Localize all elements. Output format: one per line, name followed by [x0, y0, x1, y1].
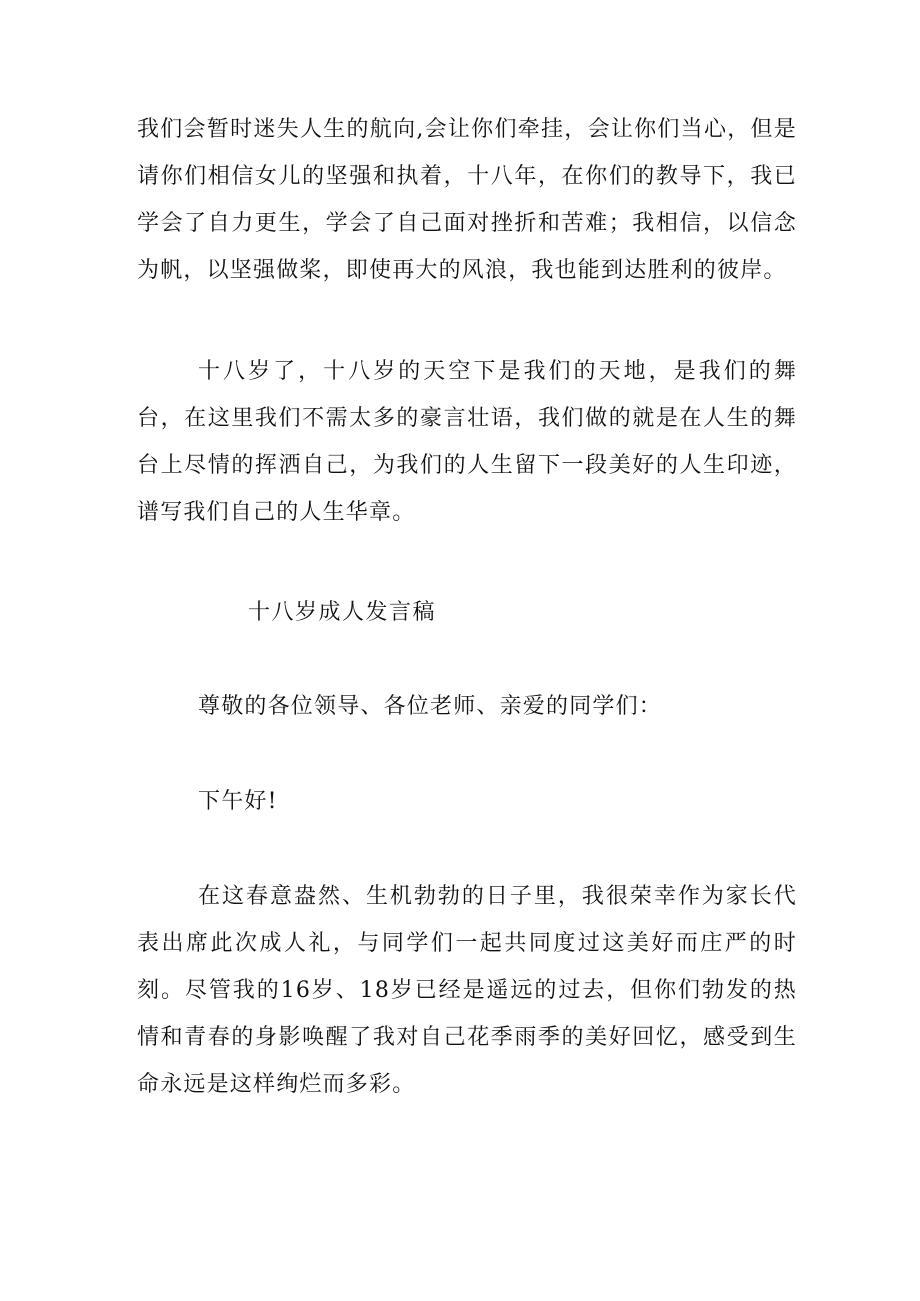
paragraph-eighteen: 十八岁了，十八岁的天空下是我们的天地，是我们的舞台，在这里我们不需太多的豪言壮语，我们做的就是在人生的舞台上尽情的挥洒自己，为我们的人生留下一段美好的人生印迹，谱写我们自己的人生华章。 — [137, 359, 797, 525]
paragraph-continuation: 我们会暂时迷失人生的航向,会让你们牵挂，会让你们当心，但是请你们相信女儿的坚强和执着，十八年，在你们的教导下，我已学会了自力更生，学会了自己面对挫折和苦难；我相信，以信念为帆，以坚强做桨，即使再大的风浪，我也能到达胜利的彼岸。 — [137, 117, 797, 283]
greeting-line: 尊敬的各位领导、各位老师、亲爱的同学们： — [198, 694, 663, 719]
paragraph-parent-speech: 在这春意盎然、生机勃勃的日子里，我很荣幸作为家长代表出席此次成人礼，与同学们一起共同度过这美好而庄严的时刻。尽管我的16岁、18岁已经是遥远的过去，但你们勃发的热情和青春的身影唤醒了我对自己花季雨季的美好回忆，感受到生命永远是这样绚烂而多彩。 — [137, 884, 797, 1097]
section-title: 十八岁成人发言稿 — [248, 600, 437, 625]
hello-line: 下午好! — [198, 789, 278, 814]
